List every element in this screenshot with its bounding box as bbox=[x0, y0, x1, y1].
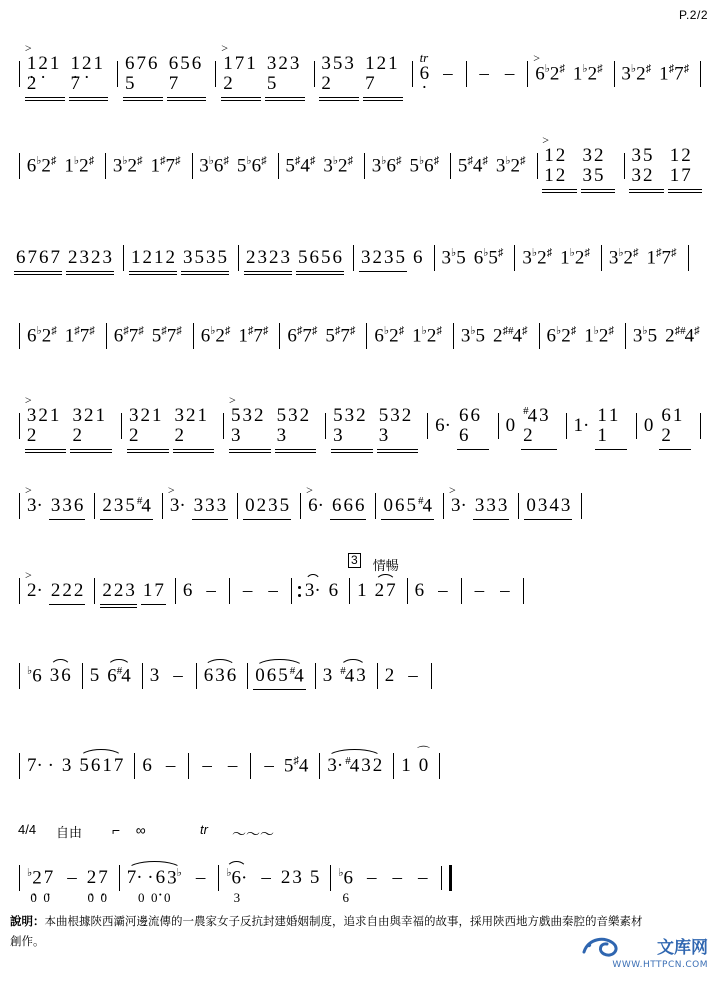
barline bbox=[412, 61, 413, 87]
barline bbox=[196, 663, 197, 689]
barline bbox=[106, 323, 107, 349]
footnote bbox=[10, 912, 650, 951]
note-group: 0 bbox=[505, 415, 516, 436]
barline bbox=[134, 753, 135, 779]
hold-dash: – bbox=[504, 63, 515, 84]
barline bbox=[688, 245, 689, 271]
note-group: 7· · 6 3♭ 0 0 0 bbox=[125, 868, 184, 888]
note-group: 2 3 2 3 bbox=[68, 247, 112, 268]
note-group: #4 32 bbox=[521, 406, 557, 446]
note-group: 2 3 2 3 bbox=[246, 247, 290, 268]
hold-dash: – bbox=[479, 63, 489, 84]
note-group: ♭6 6 bbox=[338, 866, 354, 905]
barline bbox=[162, 493, 163, 519]
barline bbox=[518, 493, 519, 519]
note-group: 3 bbox=[322, 665, 333, 686]
final-barline bbox=[449, 865, 452, 891]
barline bbox=[539, 323, 540, 349]
barline bbox=[537, 153, 538, 179]
barline bbox=[19, 753, 20, 779]
hold-dash: – bbox=[173, 665, 183, 686]
accent-mark: > bbox=[25, 568, 32, 582]
page-number: P.2/2 bbox=[679, 8, 708, 22]
note-group: 5♭6♯ bbox=[409, 154, 440, 177]
hold-dash: – bbox=[367, 867, 377, 888]
barline bbox=[119, 865, 120, 891]
note-group: 0 6 5 #4 bbox=[253, 666, 306, 686]
note-group: 6 bbox=[328, 580, 339, 601]
music-system-5 bbox=[14, 393, 706, 452]
barline bbox=[581, 493, 582, 519]
note-group: 6 6 6 bbox=[331, 495, 365, 516]
note-group: 5♭6♯ bbox=[236, 154, 267, 177]
barline bbox=[229, 578, 230, 604]
note-group: 1· bbox=[573, 415, 590, 436]
barline bbox=[498, 413, 499, 439]
note-group: 1♯7♯ bbox=[64, 324, 95, 347]
note-group: 3 5 32 bbox=[319, 54, 359, 94]
note-group: 2 3 bbox=[280, 867, 302, 888]
note-group: 6♭2♯ bbox=[26, 154, 57, 177]
note-group: 2 7 bbox=[373, 581, 398, 601]
note-group: 3· #4 3 2 bbox=[325, 756, 384, 776]
barline bbox=[19, 663, 20, 689]
barline bbox=[19, 865, 20, 891]
barline bbox=[441, 866, 442, 890]
note-group: 7· · bbox=[27, 755, 54, 776]
note-group: > 3· bbox=[167, 483, 186, 516]
barline bbox=[291, 578, 292, 604]
hold-dash: – bbox=[408, 665, 418, 686]
note-group: 1♯7♯ bbox=[150, 154, 181, 177]
barline bbox=[407, 578, 408, 604]
free-tempo-label: 自由 bbox=[56, 826, 83, 841]
music-system-4 bbox=[14, 310, 706, 362]
note-group: 6 5 67 bbox=[167, 54, 207, 94]
barline bbox=[237, 493, 238, 519]
music-system-8 bbox=[14, 650, 706, 702]
note-group: 3♭2♯ bbox=[621, 62, 652, 85]
music-system-6 bbox=[14, 480, 706, 532]
note-group: 1♭2♯ bbox=[412, 324, 442, 347]
barline bbox=[105, 153, 106, 179]
trill-mark: tr bbox=[200, 822, 208, 837]
hold-dash: – bbox=[438, 580, 448, 601]
music-system-10 bbox=[14, 848, 706, 908]
hold-dash: – bbox=[500, 580, 510, 601]
barline bbox=[19, 153, 20, 179]
barline bbox=[377, 663, 378, 689]
note-group: 5♯4♯ bbox=[285, 154, 316, 177]
note-group: 3♭2♯ bbox=[495, 154, 526, 177]
note-group: 1 2 1 2 bbox=[131, 247, 175, 268]
note-group: 6♯7♯ bbox=[113, 324, 144, 347]
note-group: 3 2 12 bbox=[70, 406, 112, 446]
note-group: > 2· bbox=[25, 568, 43, 601]
barline bbox=[223, 413, 224, 439]
note-group: #4 3 bbox=[338, 666, 368, 686]
note-group: 5 3 23 bbox=[331, 406, 373, 446]
note-group: 3♭2♯ bbox=[608, 246, 639, 269]
barline bbox=[188, 753, 189, 779]
note-group: 3 3 6 bbox=[50, 495, 84, 516]
note-group: 3♭6♯ bbox=[199, 154, 229, 177]
barline bbox=[325, 413, 326, 439]
barline bbox=[700, 413, 701, 439]
note-group: 3♭2♯ bbox=[112, 154, 143, 177]
hold-dash: – bbox=[261, 867, 271, 888]
note-group: tr 6 bbox=[419, 50, 430, 84]
section-label: 情暢 bbox=[372, 559, 399, 575]
barline bbox=[625, 323, 626, 349]
accent-mark: > bbox=[448, 483, 456, 497]
hold-dash: – bbox=[474, 580, 485, 601]
note-group: 6♭2♯ bbox=[546, 324, 577, 347]
accent-mark: > bbox=[167, 483, 175, 497]
hold-dash: – bbox=[264, 755, 274, 776]
barline bbox=[353, 245, 354, 271]
hold-dash: – bbox=[67, 867, 77, 888]
note-group: ♭2 7 0 0 bbox=[27, 866, 54, 905]
note-group: 3 2 3 5 bbox=[361, 247, 405, 268]
footnote-label: 說明： bbox=[10, 914, 45, 928]
note-group: 6♭5♯ bbox=[473, 246, 504, 269]
barline bbox=[193, 323, 194, 349]
rehearsal-number: 3 bbox=[348, 553, 361, 568]
accent-mark: > bbox=[25, 483, 32, 497]
note-group: 5♯4♯ bbox=[457, 154, 488, 177]
barline bbox=[450, 153, 451, 179]
barline bbox=[238, 245, 239, 271]
note-group: 6#4 bbox=[105, 666, 133, 686]
note-group: 3♭2♯ bbox=[323, 154, 354, 177]
accent-mark: > bbox=[24, 41, 32, 55]
accent-mark: > bbox=[24, 393, 32, 407]
accent-mark: > bbox=[229, 393, 236, 407]
hold-dash: – bbox=[206, 580, 216, 601]
barline bbox=[94, 578, 95, 604]
watermark-url: WWW.HTTPCN.COM bbox=[612, 960, 708, 970]
barline bbox=[19, 323, 20, 349]
note-group: 1♯7♯ bbox=[238, 324, 269, 347]
barline bbox=[349, 578, 350, 604]
watermark-brand: 文库网 bbox=[657, 938, 708, 958]
note-group: 0 6 5 #4 bbox=[383, 494, 432, 517]
barline bbox=[601, 245, 602, 271]
note-group: > 6· bbox=[306, 483, 324, 516]
note-group: > 1 7 12 bbox=[221, 54, 261, 94]
note-group: 3 23 5 bbox=[581, 146, 615, 186]
note-group: 1♭2♯ bbox=[64, 154, 95, 177]
note-group: 1 bbox=[401, 755, 411, 776]
note-group: 3♭5 bbox=[632, 324, 658, 347]
note-group: 1♭2♯ bbox=[572, 62, 603, 85]
note-group: > 1 21 2 bbox=[542, 146, 576, 186]
accent-mark: > bbox=[533, 50, 540, 65]
note-group: 5♯7♯ bbox=[325, 324, 356, 347]
accent-mark: > bbox=[221, 41, 228, 55]
music-system-3 bbox=[14, 232, 706, 284]
barline bbox=[461, 578, 462, 604]
note-group: 1♭2♯ bbox=[560, 246, 590, 269]
note-group: 2♯#4♯ bbox=[665, 324, 700, 347]
barline bbox=[175, 578, 176, 604]
note-group: 1 11 bbox=[595, 406, 627, 446]
barline bbox=[330, 865, 331, 891]
music-system-2 bbox=[14, 133, 706, 192]
barline bbox=[315, 663, 316, 689]
barline bbox=[624, 153, 625, 179]
note-group: 3 bbox=[61, 755, 72, 776]
music-system-9 bbox=[14, 740, 706, 792]
barline bbox=[566, 413, 567, 439]
barline bbox=[278, 153, 279, 179]
note-group: 6 bbox=[182, 580, 193, 601]
music-system-1 bbox=[14, 41, 706, 100]
note-group: ♭6· 3 bbox=[224, 868, 249, 888]
barline bbox=[314, 61, 315, 87]
hold-dash: – bbox=[242, 580, 253, 601]
barline bbox=[434, 245, 435, 271]
note-group: 3 3 3 bbox=[193, 495, 227, 516]
note-group: 0 bbox=[643, 415, 654, 436]
note-group: 6· bbox=[435, 415, 451, 436]
hold-dash: – bbox=[195, 867, 206, 888]
barline bbox=[142, 663, 143, 689]
barline bbox=[19, 61, 20, 87]
note-group: 6 66 bbox=[457, 406, 489, 446]
note-group: 2 2 3 bbox=[102, 580, 135, 601]
barline bbox=[453, 323, 454, 349]
barline bbox=[19, 413, 20, 439]
note-group: 6♭2♯ bbox=[374, 324, 405, 347]
hold-dash: – bbox=[202, 755, 212, 776]
note-group: 6♭2♯ bbox=[200, 324, 231, 347]
logo-swirl-icon bbox=[580, 932, 626, 962]
barline bbox=[19, 493, 20, 519]
note-group: 1 2 17 bbox=[363, 54, 403, 94]
note-group: 0 2 3 5 bbox=[245, 495, 290, 516]
note-group: 3 2 12 bbox=[173, 406, 215, 446]
note-group: 5 6 5 6 bbox=[298, 247, 342, 268]
note-group: 3 2 12 bbox=[127, 406, 169, 446]
note-group: 5 bbox=[309, 867, 320, 888]
barline bbox=[375, 493, 376, 519]
barline bbox=[527, 61, 528, 87]
rehearsal-mark-3-group bbox=[348, 553, 399, 575]
barline bbox=[439, 753, 440, 779]
note-group: 0 3 4 3 bbox=[526, 495, 571, 516]
barline bbox=[514, 245, 515, 271]
barline bbox=[215, 61, 216, 87]
note-group: 5 3 23 bbox=[275, 406, 317, 446]
note-group: 1 2 17 bbox=[69, 54, 109, 94]
barline bbox=[192, 153, 193, 179]
note-group: 6 7 65 bbox=[123, 54, 163, 94]
barline bbox=[300, 493, 301, 519]
barline bbox=[443, 493, 444, 519]
long-hold-line: ⌐ ∞ bbox=[112, 822, 146, 838]
note-group: 1 bbox=[357, 580, 367, 601]
hold-dash: – bbox=[443, 63, 453, 84]
note-group: 6 bbox=[413, 247, 423, 268]
note-group: 6 12 bbox=[659, 406, 691, 446]
note-group: 5♯4 bbox=[283, 754, 309, 777]
note-group: 2 7 0 0 bbox=[86, 867, 108, 905]
barline bbox=[364, 153, 365, 179]
barline bbox=[123, 245, 124, 271]
barline bbox=[523, 578, 524, 604]
note-group: ♭6 bbox=[27, 664, 42, 687]
note-group: 6 3 6 bbox=[202, 666, 239, 686]
barline bbox=[247, 663, 248, 689]
note-group: > 1 2 12 bbox=[25, 54, 65, 94]
note-group: ⌒ 0 bbox=[417, 756, 431, 776]
note-group: 3♭5 bbox=[460, 324, 486, 347]
note-group: 3 6 bbox=[48, 666, 73, 686]
barline bbox=[94, 493, 95, 519]
trill-mark: tr bbox=[419, 50, 429, 65]
note-group: 1♯7♯ bbox=[646, 246, 677, 269]
note-group: > 6♭2♯ bbox=[533, 50, 565, 85]
note-group: 1♭2♯ bbox=[584, 324, 614, 347]
hold-dash: – bbox=[392, 867, 403, 888]
note-group: 1♯7♯ bbox=[659, 62, 690, 85]
note-group: 2 bbox=[384, 665, 395, 686]
note-group: 3 2 35 bbox=[265, 54, 305, 94]
note-group: 3 5 3 5 bbox=[183, 247, 227, 268]
barline bbox=[117, 61, 118, 87]
note-group: 3· bbox=[303, 581, 323, 601]
note-group: 6 bbox=[142, 755, 152, 776]
hold-dash: – bbox=[165, 755, 176, 776]
note-group: > 3· bbox=[25, 483, 43, 516]
barline bbox=[319, 753, 320, 779]
barline bbox=[700, 61, 701, 87]
note-group: 5 3 23 bbox=[377, 406, 419, 446]
note-group: 6♭2♯ bbox=[27, 324, 57, 347]
note-group: 6♯7♯ bbox=[287, 324, 318, 347]
note-group: > 5 3 23 bbox=[229, 406, 271, 446]
barline bbox=[121, 413, 122, 439]
note-group: 1 7 bbox=[142, 580, 164, 601]
barline bbox=[366, 323, 367, 349]
fermata-mark: ⌒ bbox=[416, 745, 430, 760]
time-signature: 4/4 bbox=[18, 822, 37, 837]
accent-mark: > bbox=[542, 133, 550, 147]
barline bbox=[427, 413, 428, 439]
note-group: 6 7 6 7 bbox=[16, 247, 60, 268]
note-group: 3♭6♯ bbox=[371, 154, 402, 177]
note-group: 3 bbox=[149, 665, 160, 686]
footnote-text: 本曲根據陝西灞河邊流傳的一農家女子反抗封建婚姻制度，追求自由與幸福的故事，採用陝西地方戲曲秦腔的音樂素材創作。 bbox=[10, 914, 643, 948]
barline bbox=[614, 61, 615, 87]
note-group: 5 bbox=[89, 665, 100, 686]
note-group: 5♯7♯ bbox=[151, 324, 182, 347]
hold-dash: – bbox=[418, 867, 428, 888]
note-group: 3♭2♯ bbox=[522, 246, 553, 269]
barline bbox=[636, 413, 637, 439]
barline bbox=[279, 323, 280, 349]
note-group: > 3· bbox=[448, 483, 467, 516]
note-group: 3 3 3 bbox=[474, 495, 508, 516]
hold-dash: – bbox=[268, 580, 278, 601]
note-group: 5 6 1 7 bbox=[77, 756, 125, 776]
barline bbox=[393, 753, 394, 779]
note-group: 2 2 2 bbox=[50, 580, 84, 601]
note-group: > 3 2 12 bbox=[25, 406, 67, 446]
barline bbox=[431, 663, 432, 689]
barline bbox=[466, 61, 467, 87]
note-group: 2 3 5 #4 bbox=[102, 494, 151, 517]
note-group: 3♭5 bbox=[441, 246, 466, 269]
note-group: 6 bbox=[414, 580, 425, 601]
note-group: 2♯#4♯ bbox=[493, 324, 528, 347]
note-group: 3 53 2 bbox=[629, 146, 663, 186]
wavy-line-icon: 〜〜〜 bbox=[232, 826, 274, 842]
accent-mark: > bbox=[306, 483, 313, 497]
barline bbox=[82, 663, 83, 689]
note-group: 1 21 7 bbox=[668, 146, 702, 186]
hold-dash: – bbox=[227, 755, 238, 776]
barline bbox=[250, 753, 251, 779]
barline bbox=[218, 865, 219, 891]
barline bbox=[19, 578, 20, 604]
